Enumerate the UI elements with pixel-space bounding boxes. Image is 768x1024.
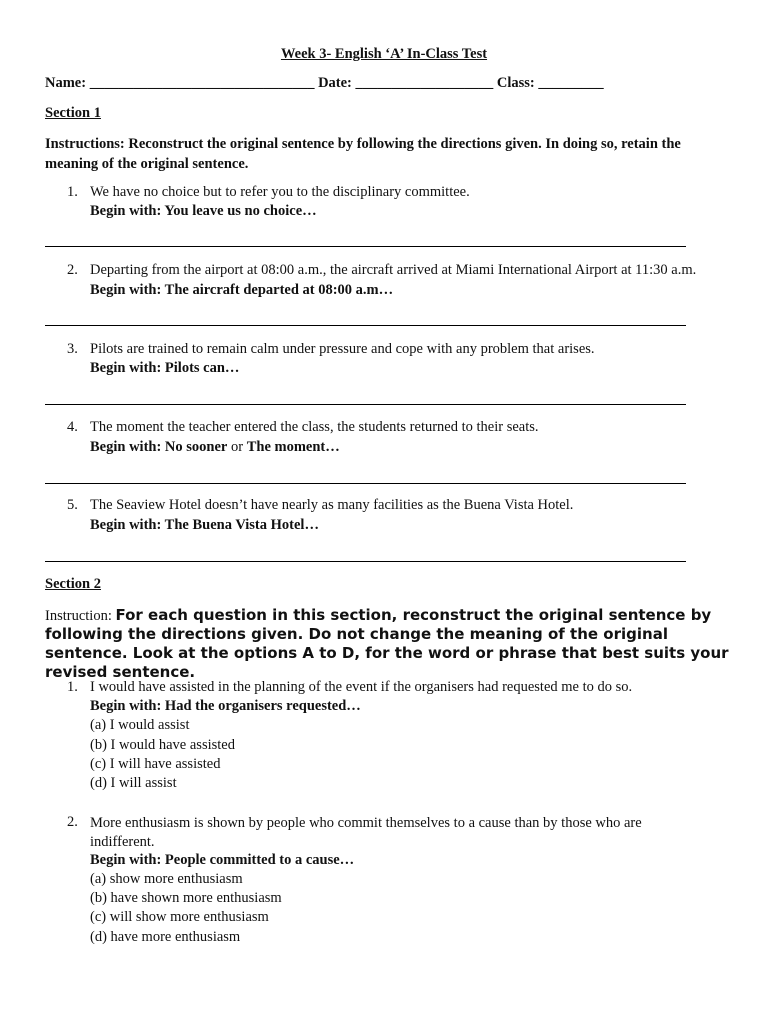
page-title: Week 3- English ‘A’ In-Class Test (280, 46, 488, 62)
s2-q1-option-d[interactable]: (d) I will assist (90, 775, 177, 791)
s2-question-2: 2. More enthusiasm is shown by people who commit themselves to a cause than by those who are indifferent. (67, 814, 642, 850)
s2-q2-option-d[interactable]: (d) have more enthusiasm (90, 929, 241, 945)
s1-begin-with-1: Begin with: You leave us no choice… (90, 203, 317, 219)
s1-begin-with-2: Begin with: The aircraft departed at 08:00 a.m… (90, 282, 394, 298)
s1-question-1: 1. We have no choice but to refer you to the disciplinary committee. (67, 184, 470, 200)
s1-begin-with-5: Begin with: The Buena Vista Hotel… (90, 517, 319, 533)
s1-answer-line-4[interactable] (45, 483, 686, 484)
section-1-heading: Section 1 (45, 105, 101, 121)
section-1-instructions: Instructions: Reconstruct the original sentence by following the directions given. In doing so, retain the meaning of the original sentence. (45, 136, 681, 172)
s1-question-2: 2. Departing from the airport at 08:00 a.m., the aircraft arrived at Miami International Airport at 11:30 a.m. (67, 262, 697, 278)
s1-begin-with-4: Begin with: No sooner or The moment… (90, 439, 340, 455)
s1-answer-line-3[interactable] (45, 404, 686, 405)
s1-question-5: 5. The Seaview Hotel doesn’t have nearly as many facilities as the Buena Vista Hotel. (67, 497, 574, 513)
s1-begin-with-3: Begin with: Pilots can… (90, 360, 240, 376)
s2-q2-option-b[interactable]: (b) have shown more enthusiasm (90, 890, 282, 906)
s2-q2-option-c[interactable]: (c) will show more enthusiasm (90, 909, 269, 925)
s2-q1-option-a[interactable]: (a) I would assist (90, 717, 190, 733)
s1-question-3: 3. Pilots are trained to remain calm under pressure and cope with any problem that arises. (67, 341, 595, 357)
student-info-fields[interactable]: Name: _______________________________ Date: ___________________ Class: _________ (45, 75, 604, 91)
s2-question-1: 1. I would have assisted in the planning of the event if the organisers had requested me to do so. (67, 679, 633, 695)
s2-begin-with-1: Begin with: Had the organisers requested… (90, 698, 361, 714)
s2-q2-option-a[interactable]: (a) show more enthusiasm (90, 871, 243, 887)
s2-begin-with-2: Begin with: People committed to a cause… (90, 852, 355, 868)
s2-q1-option-b[interactable]: (b) I would have assisted (90, 737, 235, 753)
s2-q1-option-c[interactable]: (c) I will have assisted (90, 756, 221, 772)
section-2-instructions: Instruction: For each question in this section, reconstruct the original sentence by following the directions given. Do not change the meaning of the original sentence. Look at the options A to D, for the word or phrase that best suits your revised sentence. (45, 606, 729, 681)
s1-question-4: 4. The moment the teacher entered the class, the students returned to their seats. (67, 419, 539, 435)
s1-answer-line-2[interactable] (45, 325, 686, 326)
section-2-heading: Section 2 (45, 576, 101, 592)
s1-answer-line-5[interactable] (45, 561, 686, 562)
s1-answer-line-1[interactable] (45, 246, 686, 247)
